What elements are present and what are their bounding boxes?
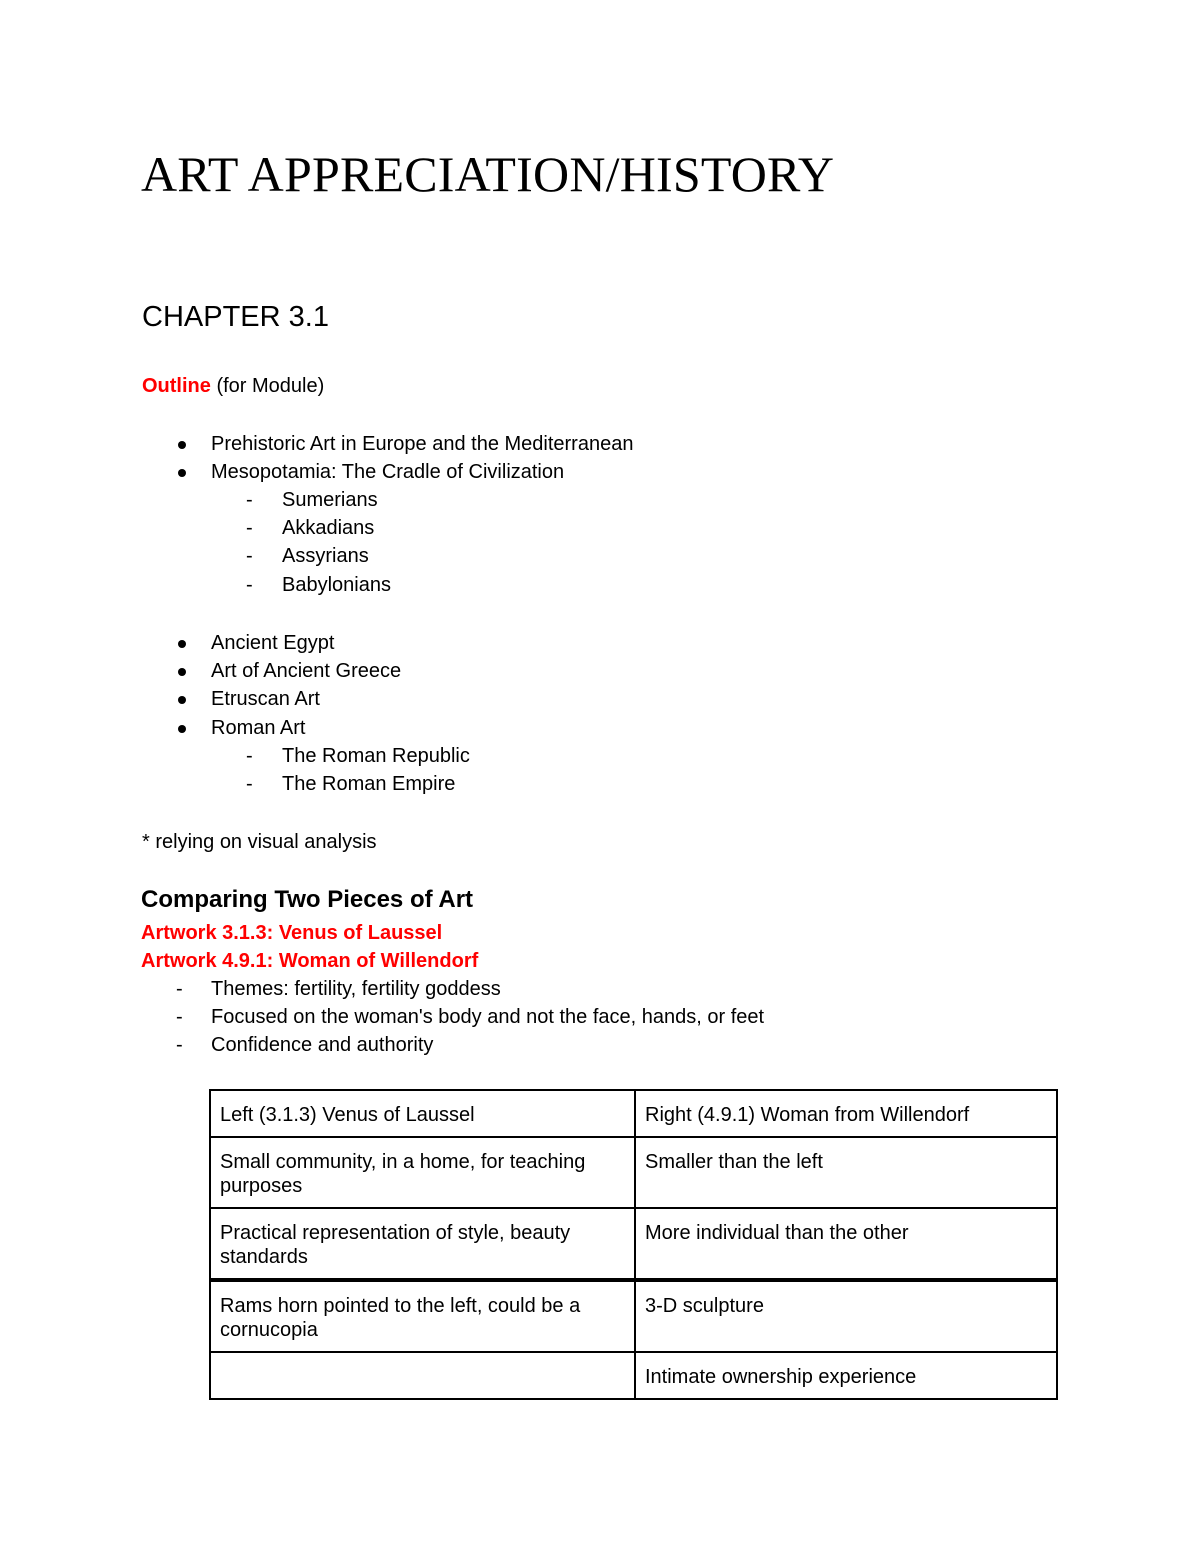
table-row (210, 1352, 1057, 1399)
comparison-point: Themes: fertility, fertility goddess (211, 978, 501, 1000)
table-cell: Practical representation of style, beauty standards (210, 1208, 635, 1280)
outline-item: Art of Ancient Greece (211, 660, 402, 682)
chapter-heading: CHAPTER 3.1 (142, 301, 329, 333)
dash-marker: - (246, 545, 253, 567)
outline-label: Outline (142, 375, 211, 397)
table-cell: 3-D sculpture (635, 1280, 1057, 1352)
outline-item: Roman Art (211, 717, 306, 739)
document-title: ART APPRECIATION/HISTORY (141, 146, 835, 202)
bullet-icon (178, 696, 186, 704)
table-row (210, 1090, 1057, 1137)
comparison-table (209, 1089, 1058, 1400)
dash-marker: - (176, 1006, 183, 1028)
outline-item: Prehistoric Art in Europe and the Mediterranean (211, 433, 634, 455)
outline-item: Ancient Egypt (211, 632, 335, 654)
note-text: * relying on visual analysis (142, 831, 377, 853)
dash-marker: - (246, 574, 253, 596)
outline-item: Mesopotamia: The Cradle of Civilization (211, 461, 565, 483)
outline-subitem: Sumerians (282, 489, 378, 511)
table-row (210, 1137, 1057, 1208)
dash-marker: - (246, 517, 253, 539)
dash-marker: - (246, 745, 253, 767)
outline-suffix: (for Module) (210, 375, 325, 397)
bullet-icon (178, 668, 186, 676)
table-cell (210, 1352, 635, 1399)
outline-subitem: Assyrians (282, 545, 369, 567)
outline-subitem: Akkadians (282, 517, 375, 539)
bullet-icon (178, 725, 186, 733)
artwork-label: Artwork 4.9.1: Woman of Willendorf (141, 950, 479, 972)
dash-marker: - (246, 773, 253, 795)
outline-subitem: The Roman Empire (282, 773, 456, 795)
artwork-label: Artwork 3.1.3: Venus of Laussel (141, 922, 443, 944)
comparison-point: Focused on the woman's body and not the face, hands, or feet (211, 1006, 765, 1028)
comparison-point: Confidence and authority (211, 1034, 434, 1056)
outline-heading (142, 374, 324, 398)
table-cell: Smaller than the left (635, 1137, 1057, 1208)
dash-marker: - (246, 489, 253, 511)
table-cell: Intimate ownership experience (635, 1352, 1057, 1399)
comparison-heading: Comparing Two Pieces of Art (141, 886, 474, 913)
table-cell: Left (3.1.3) Venus of Laussel (210, 1090, 635, 1137)
bullet-icon (178, 469, 186, 477)
table-cell: Rams horn pointed to the left, could be a cornucopia (210, 1280, 635, 1352)
outline-item: Etruscan Art (211, 688, 320, 710)
table-cell: Small community, in a home, for teaching purposes (210, 1137, 635, 1208)
outline-subitem: The Roman Republic (282, 745, 470, 767)
table-cell: More individual than the other (635, 1208, 1057, 1280)
dash-marker: - (176, 978, 183, 1000)
outline-subitem: Babylonians (282, 574, 391, 596)
table-row (210, 1280, 1057, 1352)
table-row (210, 1208, 1057, 1280)
bullet-icon (178, 441, 186, 449)
dash-marker: - (176, 1034, 183, 1056)
table-cell: Right (4.9.1) Woman from Willendorf (635, 1090, 1057, 1137)
bullet-icon (178, 640, 186, 648)
